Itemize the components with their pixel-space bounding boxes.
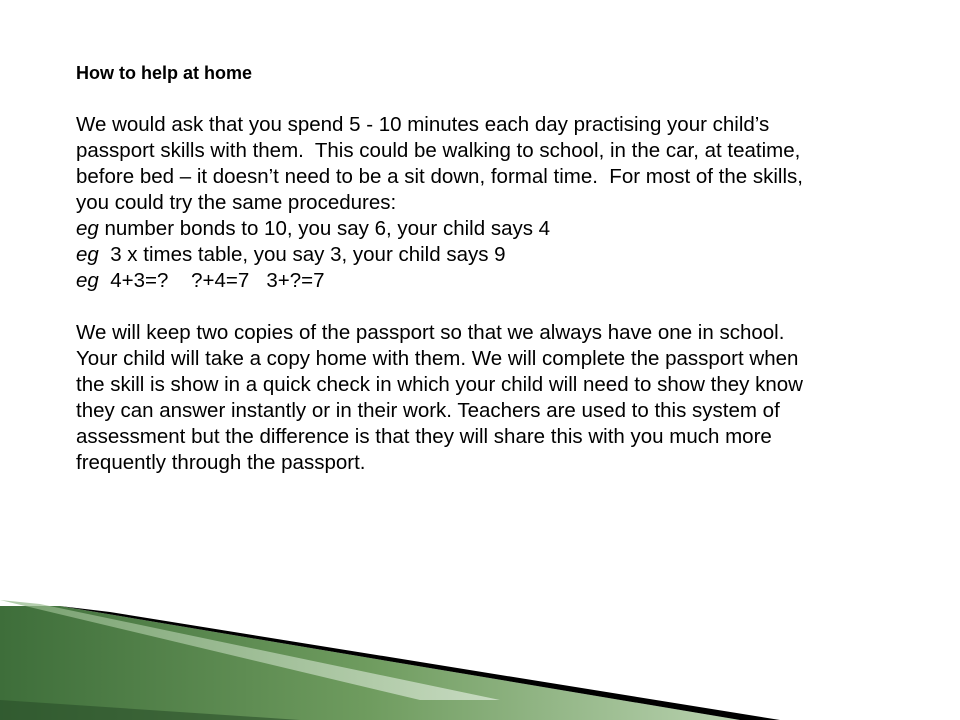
example-line xyxy=(76,216,936,242)
paragraph-line: Your child will take a copy home with them. We will complete the passport when xyxy=(76,347,799,370)
document-body xyxy=(76,60,936,476)
paragraph-line: assessment but the difference is that they will share this with you much more xyxy=(76,425,772,448)
example-prefix: eg xyxy=(76,269,99,292)
paragraph-line: before bed – it doesn’t need to be a sit down, formal time. For most of the skills, xyxy=(76,165,803,188)
example-line xyxy=(76,242,936,268)
example-line xyxy=(76,268,936,294)
paragraph-line: We would ask that you spend 5 - 10 minutes each day practising your child’s xyxy=(76,113,770,136)
paragraph-line: you could try the same procedures: xyxy=(76,191,397,214)
paragraph-line: they can answer instantly or in their work. Teachers are used to this system of xyxy=(76,399,780,422)
example-text: 3 x times table, you say 3, your child says 9 xyxy=(98,243,506,266)
example-text: number bonds to 10, you say 6, your child says 4 xyxy=(98,217,551,240)
paragraph-line: frequently through the passport. xyxy=(76,451,366,474)
paragraph-line: the skill is show in a quick check in which your child will need to show they know xyxy=(76,373,803,396)
paragraph-passport xyxy=(76,320,936,476)
example-text: 4+3=? ?+4=7 3+?=7 xyxy=(98,269,325,292)
paragraph-line: passport skills with them. This could be walking to school, in the car, at teatime, xyxy=(76,139,801,162)
paragraph-intro xyxy=(76,112,936,216)
example-prefix: eg xyxy=(76,217,99,240)
paragraph-line: We will keep two copies of the passport so that we always have one in school. xyxy=(76,321,785,344)
heading: How to help at home xyxy=(76,63,253,83)
example-prefix: eg xyxy=(76,243,99,266)
spacer xyxy=(76,86,936,112)
spacer xyxy=(76,294,936,320)
